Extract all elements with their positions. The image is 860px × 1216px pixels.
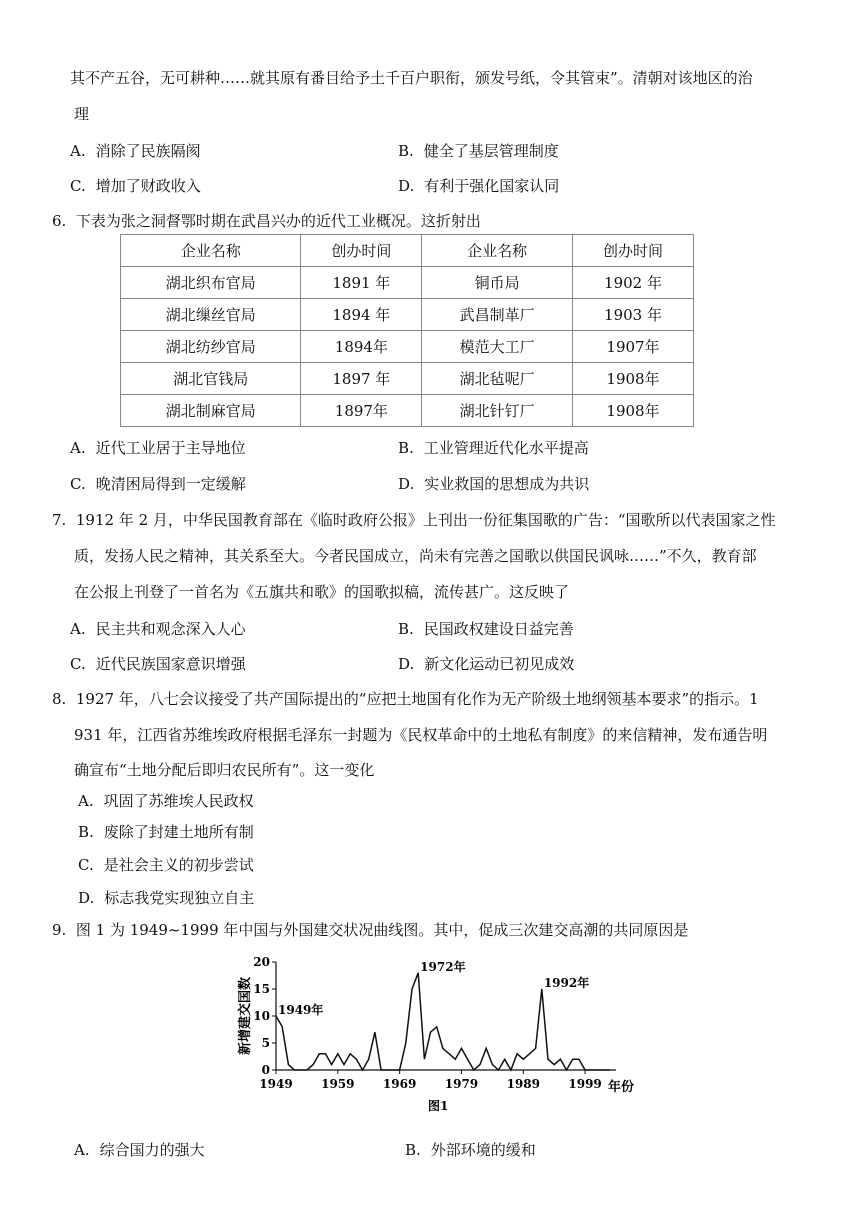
table-cell: 1897 年 [301, 363, 422, 395]
y-tick-label: 10 [253, 1009, 270, 1023]
q6-stem: 6. 下表为张之洞督鄂时期在武昌兴办的近代工业概况。这折射出 [52, 212, 481, 230]
q8-option-c[interactable]: C. 是社会主义的初步尝试 [78, 856, 254, 874]
table-cell: 湖北官钱局 [121, 363, 301, 395]
table-cell: 模范大工厂 [422, 331, 573, 363]
peak-annotation: 1949年 [278, 1003, 324, 1017]
q8-option-d[interactable]: D. 标志我党实现独立自主 [78, 889, 255, 907]
x-axis-label: 年份 [608, 1080, 635, 1095]
q5-stem-line1: 其不产五谷，无可耕种……就其原有番目给予土千百户职衔，颁发号纸，令其管束”。清朝对该地区的治 [70, 69, 753, 87]
q8-option-b[interactable]: B. 废除了封建土地所有制 [78, 823, 254, 841]
q9-stem: 9. 图 1 为 1949~1999 年中国与外国建交状况曲线图。其中，促成三次建交高潮的共同原因是 [52, 921, 689, 939]
y-tick-label: 20 [253, 955, 270, 969]
table-cell: 湖北缫丝官局 [121, 299, 301, 331]
table-cell: 湖北织布官局 [121, 267, 301, 299]
q6-option-b[interactable]: B. 工业管理近代化水平提高 [398, 439, 589, 457]
table-header-row [121, 235, 694, 267]
q5-option-c[interactable]: C. 增加了财政收入 [70, 177, 201, 195]
y-axis-label: 新增建交国数 [238, 976, 253, 1056]
q7-option-b[interactable]: B. 民国政权建设日益完善 [398, 620, 574, 638]
table-row [121, 267, 694, 299]
diplomatic-relations-line-chart [236, 948, 636, 1118]
x-tick-label: 1959 [321, 1077, 355, 1091]
table-cell: 1891 年 [301, 267, 422, 299]
x-tick-label: 1999 [568, 1077, 602, 1091]
q7-option-d[interactable]: D. 新文化运动已初见成效 [398, 655, 575, 673]
q6-option-d[interactable]: D. 实业救国的思想成为共识 [398, 475, 590, 493]
table-cell: 湖北针钉厂 [422, 395, 573, 427]
q7-stem-line3: 在公报上刊登了一首名为《五旗共和歌》的国歌拟稿，流传甚广。这反映了 [74, 583, 570, 601]
table-cell: 1894 年 [301, 299, 422, 331]
q5-option-d[interactable]: D. 有利于强化国家认同 [398, 177, 560, 195]
y-tick-label: 0 [261, 1063, 270, 1077]
table-header-cell: 企业名称 [422, 235, 573, 267]
table-cell: 1894年 [301, 331, 422, 363]
q5-stem-line2: 理 [74, 105, 90, 123]
table-row [121, 331, 694, 363]
q6-industry-table [120, 234, 694, 427]
table-cell: 1897年 [301, 395, 422, 427]
table-header-cell: 创办时间 [301, 235, 422, 267]
q5-option-b[interactable]: B. 健全了基层管理制度 [398, 142, 559, 160]
table-cell: 湖北毡呢厂 [422, 363, 573, 395]
table-cell: 湖北纺纱官局 [121, 331, 301, 363]
q8-stem-line1: 8. 1927 年，八七会议接受了共产国际提出的“应把土地国有化作为无产阶级土地纲领基本要求”的指示。1 [52, 690, 759, 708]
y-tick-label: 15 [253, 982, 270, 996]
y-tick-label: 5 [261, 1036, 270, 1050]
x-tick-label: 1969 [382, 1077, 417, 1091]
table-row [121, 395, 694, 427]
table-cell: 1903 年 [573, 299, 694, 331]
x-tick-label: 1949 [259, 1077, 293, 1091]
table-row [121, 299, 694, 331]
table-cell: 1902 年 [573, 267, 694, 299]
q9-option-b[interactable]: B. 外部环境的缓和 [405, 1141, 536, 1159]
table-cell: 1908年 [573, 395, 694, 427]
q9-option-a[interactable]: A. 综合国力的强大 [74, 1141, 205, 1159]
q8-stem-line2: 931 年，江西省苏维埃政府根据毛泽东一封题为《民权革命中的土地私有制度》的来信精神，发布通告明 [74, 726, 768, 744]
x-tick-label: 1989 [506, 1077, 540, 1091]
q8-stem-line3: 确宣布“土地分配后即归农民所有”。这一变化 [74, 761, 375, 779]
table-cell: 铜币局 [422, 267, 573, 299]
table-cell: 1907年 [573, 331, 694, 363]
x-tick-label: 1979 [444, 1077, 479, 1091]
q7-option-c[interactable]: C. 近代民族国家意识增强 [70, 655, 246, 673]
chart-title: 图1 [428, 1099, 449, 1113]
table-cell: 1908年 [573, 363, 694, 395]
q7-stem-line2: 质，发扬人民之精神，其关系至大。今者民国成立，尚未有完善之国歌以供国民讽咏……”不久，教育部 [74, 547, 757, 565]
peak-annotation: 1992年 [543, 976, 590, 990]
q6-option-a[interactable]: A. 近代工业居于主导地位 [70, 439, 246, 457]
q8-option-a[interactable]: A. 巩固了苏维埃人民政权 [78, 792, 254, 810]
table-header-cell: 企业名称 [121, 235, 301, 267]
table-row [121, 363, 694, 395]
q7-stem-line1: 7. 1912 年 2 月，中华民国教育部在《临时政府公报》上刊出一份征集国歌的广告：“国歌所以代表国家之性 [52, 511, 776, 529]
q6-option-c[interactable]: C. 晚清困局得到一定缓解 [70, 475, 246, 493]
table-cell: 武昌制革厂 [422, 299, 573, 331]
q7-option-a[interactable]: A. 民主共和观念深入人心 [70, 620, 246, 638]
q5-option-a[interactable]: A. 消除了民族隔阂 [70, 142, 201, 160]
peak-annotation: 1972年 [420, 959, 466, 974]
table-cell: 湖北制麻官局 [121, 395, 301, 427]
table-header-cell: 创办时间 [573, 235, 694, 267]
